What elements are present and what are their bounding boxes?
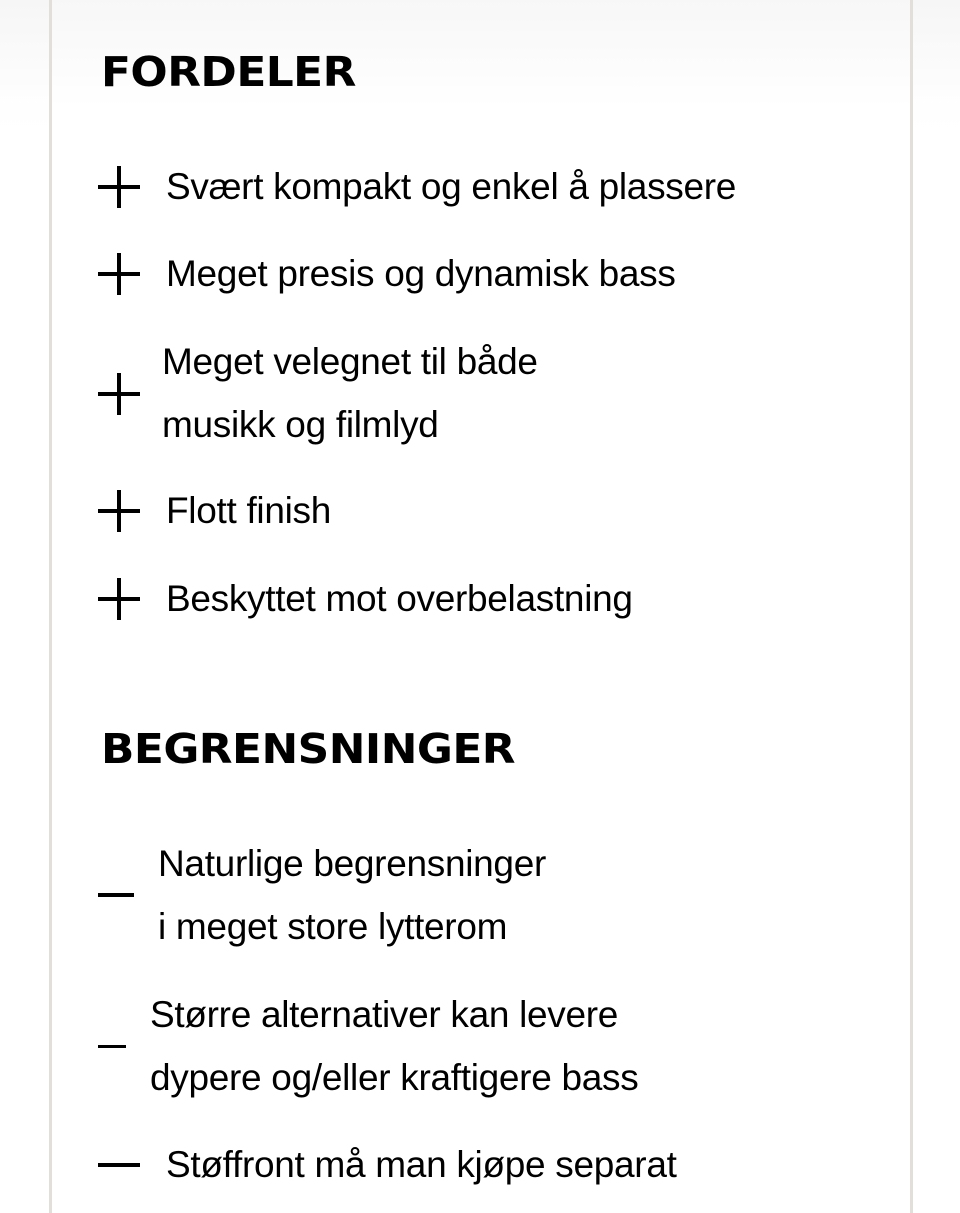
pros-list-item [98,242,676,305]
cons-item-text-line: Større alternativer kan levere [150,994,619,1035]
cons-list-item [98,1133,677,1196]
cons-item-text-line: i meget store lytterom [158,906,508,947]
plus-icon [98,490,140,532]
pros-item-text-block [162,330,538,456]
minus-icon [98,893,134,897]
cons-list-item [98,832,546,958]
cons-heading: BEGRENSNINGER [101,725,516,773]
cons-item-text: Støffront må man kjøpe separat [166,1144,677,1185]
plus-icon [98,166,140,208]
pros-heading: FORDELER [101,48,356,96]
pros-list-item [98,155,736,218]
cons-item-text-line: dypere og/eller kraftigere bass [150,1057,639,1098]
cons-item-text-block [150,983,638,1109]
pros-item-text: Svært kompakt og enkel å plassere [166,166,737,207]
plus-icon [98,253,140,295]
pros-item-text: Meget presis og dynamisk bass [166,253,676,294]
pros-item-text: Beskyttet mot overbelastning [166,578,633,619]
plus-icon [98,578,140,620]
pros-list-item [98,479,331,542]
minus-icon [98,1163,140,1167]
pros-item-text-line: Meget velegnet til både [162,341,538,382]
pros-list-item [98,330,538,456]
plus-icon [98,373,138,413]
cons-item-text-block [158,832,546,958]
cons-list-item [98,983,638,1109]
pros-item-text-line: musikk og filmlyd [162,404,439,445]
minus-icon [98,1045,126,1048]
pros-list-item [98,567,633,630]
cons-item-text-line: Naturlige begrensninger [158,843,547,884]
pros-item-text: Flott finish [166,490,332,531]
